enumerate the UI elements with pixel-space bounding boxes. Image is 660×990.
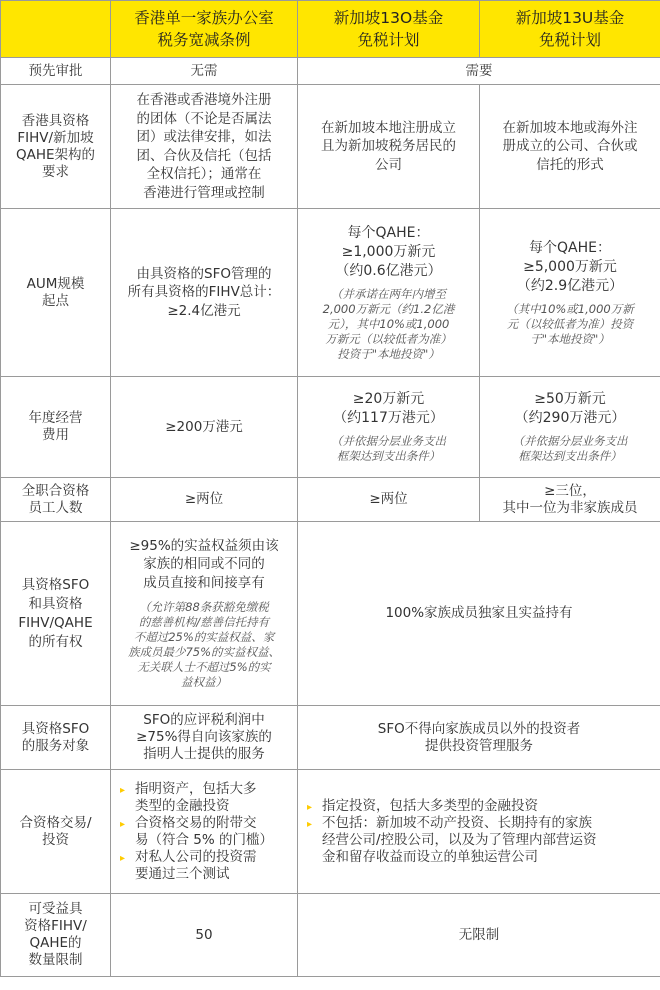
triangle-bullet-icon: ▸ bbox=[307, 801, 313, 813]
sg-bullet-list bbox=[304, 798, 654, 866]
o13-note: （并依据分层业务支出 框架达到支出条件） bbox=[331, 434, 446, 463]
o13-value: 每个QAHE： ≥1,000万新元 （约0.6亿港元） bbox=[335, 224, 442, 279]
row-label: 具资格SFO 和具资格 FIHV/QAHE 的所有权 bbox=[1, 522, 111, 706]
hk-cell bbox=[111, 522, 298, 706]
o13-value: 在新加坡本地注册成立 且为新加坡税务居民的 公司 bbox=[298, 85, 480, 209]
list-item bbox=[304, 815, 654, 866]
hk-value: 在香港或香港境外注册 的团体（不论是否属法 团）或法律安排，如法 团、合伙及信托（包括 全权信托）；通常在 香港进行管理或控制 bbox=[111, 85, 298, 209]
sg-value: 100%家族成员独家且实益持有 bbox=[298, 522, 660, 706]
sg-cell bbox=[298, 770, 660, 894]
list-item-text: 指明资产，包括大多 类型的金融投资 bbox=[135, 780, 257, 814]
sg-value: SFO不得向家族成员以外的投资者 提供投资管理服务 bbox=[298, 706, 660, 770]
hk-note: （允许第88条获豁免缴税 的慈善机构/慈善信托持有 不超过25%的实益权益、家 族成员最少75%的实益权益、 无关联人士不超过5%的实 益权益） bbox=[127, 600, 281, 690]
list-item bbox=[117, 781, 291, 815]
list-item-text: 不包括：新加坡不动产投资、长期持有的家族 经营公司/控股公司，以及为了管理内部营运资 金和留存收益而设立的单独运营公司 bbox=[322, 814, 597, 865]
hk-value: 50 bbox=[111, 894, 298, 977]
triangle-bullet-icon: ▸ bbox=[120, 818, 126, 830]
row-staff bbox=[1, 478, 660, 522]
hk-value: 无需 bbox=[111, 58, 298, 85]
header-sg-13u: 新加坡13U基金 免税计划 bbox=[480, 1, 660, 58]
list-item bbox=[117, 849, 291, 883]
o13-value: ≥20万新元 （约117万港元） bbox=[333, 391, 444, 426]
triangle-bullet-icon: ▸ bbox=[120, 852, 126, 864]
row-label: 可受益具 资格FIHV/ QAHE的 数量限制 bbox=[1, 894, 111, 977]
u13-value: ≥50万新元 （约290万港元） bbox=[514, 391, 626, 426]
row-label: 全职合资格 员工人数 bbox=[1, 478, 111, 522]
row-label: 合资格交易/ 投资 bbox=[1, 770, 111, 894]
hk-cell bbox=[111, 770, 298, 894]
u13-cell bbox=[480, 209, 660, 377]
u13-note: （并依据分层业务支出 框架达到支出条件） bbox=[512, 434, 628, 463]
u13-cell bbox=[480, 377, 660, 478]
sg-value: 无限制 bbox=[298, 894, 660, 977]
row-preapproval bbox=[1, 58, 660, 85]
header-sg-13o: 新加坡13O基金 免税计划 bbox=[298, 1, 480, 58]
triangle-bullet-icon: ▸ bbox=[307, 818, 313, 830]
row-limit bbox=[1, 894, 660, 977]
row-label: 年度经营 费用 bbox=[1, 377, 111, 478]
row-opex bbox=[1, 377, 660, 478]
o13-cell bbox=[298, 377, 480, 478]
row-label: AUM规模 起点 bbox=[1, 209, 111, 377]
header-empty-cell bbox=[1, 1, 111, 58]
list-item-text: 合资格交易的附带交 易（符合 5% 的门槛） bbox=[135, 814, 273, 848]
o13-value: ≥两位 bbox=[298, 478, 480, 522]
u13-value: 每个QAHE： ≥5,000万新元 （约2.9亿港元） bbox=[516, 239, 624, 294]
hk-value: SFO的应评税利润中 ≥75%得自向该家族的 指明人士提供的服务 bbox=[111, 706, 298, 770]
row-transactions bbox=[1, 770, 660, 894]
sg-value: 需要 bbox=[298, 58, 660, 85]
list-item bbox=[117, 815, 291, 849]
hk-value: 由具资格的SFO管理的 所有具资格的FIHV总计： ≥2.4亿港元 bbox=[111, 209, 298, 377]
list-item-text: 指定投资，包括大多类型的金融投资 bbox=[322, 797, 538, 814]
row-ownership bbox=[1, 522, 660, 706]
hk-value: ≥两位 bbox=[111, 478, 298, 522]
header-hk-sfo: 香港单一家族办公室 税务宽减条例 bbox=[111, 1, 298, 58]
row-label: 具资格SFO 的服务对象 bbox=[1, 706, 111, 770]
hk-bullet-list bbox=[117, 781, 291, 883]
hk-value: ≥200万港元 bbox=[111, 377, 298, 478]
row-label: 预先审批 bbox=[1, 58, 111, 85]
u13-value: ≥三位， 其中一位为非家族成员 bbox=[480, 478, 660, 522]
o13-note: （并承诺在两年内增至 2,000万新元（约1.2亿港 元），其中10%或1,000 万新元（以较低者为准） 投资于"本地投资"） bbox=[322, 286, 455, 361]
triangle-bullet-icon: ▸ bbox=[120, 784, 126, 796]
u13-value: 在新加坡本地或海外注 册成立的公司、合伙或 信托的形式 bbox=[480, 85, 660, 209]
row-service bbox=[1, 706, 660, 770]
hk-value: ≥95%的实益权益须由该 家族的相同或不同的 成员直接和间接享有 bbox=[129, 537, 279, 591]
row-aum bbox=[1, 209, 660, 377]
list-item bbox=[304, 798, 654, 815]
row-label: 香港具资格 FIHV/新加坡 QAHE架构的 要求 bbox=[1, 85, 111, 209]
list-item-text: 对私人公司的投资需 要通过三个测试 bbox=[135, 848, 257, 882]
row-structure bbox=[1, 85, 660, 209]
u13-note: （其中10%或1,000万新 元（以较低者为准）投资 于"本地投资"） bbox=[506, 301, 634, 346]
header-row bbox=[1, 1, 660, 58]
o13-cell bbox=[298, 209, 480, 377]
